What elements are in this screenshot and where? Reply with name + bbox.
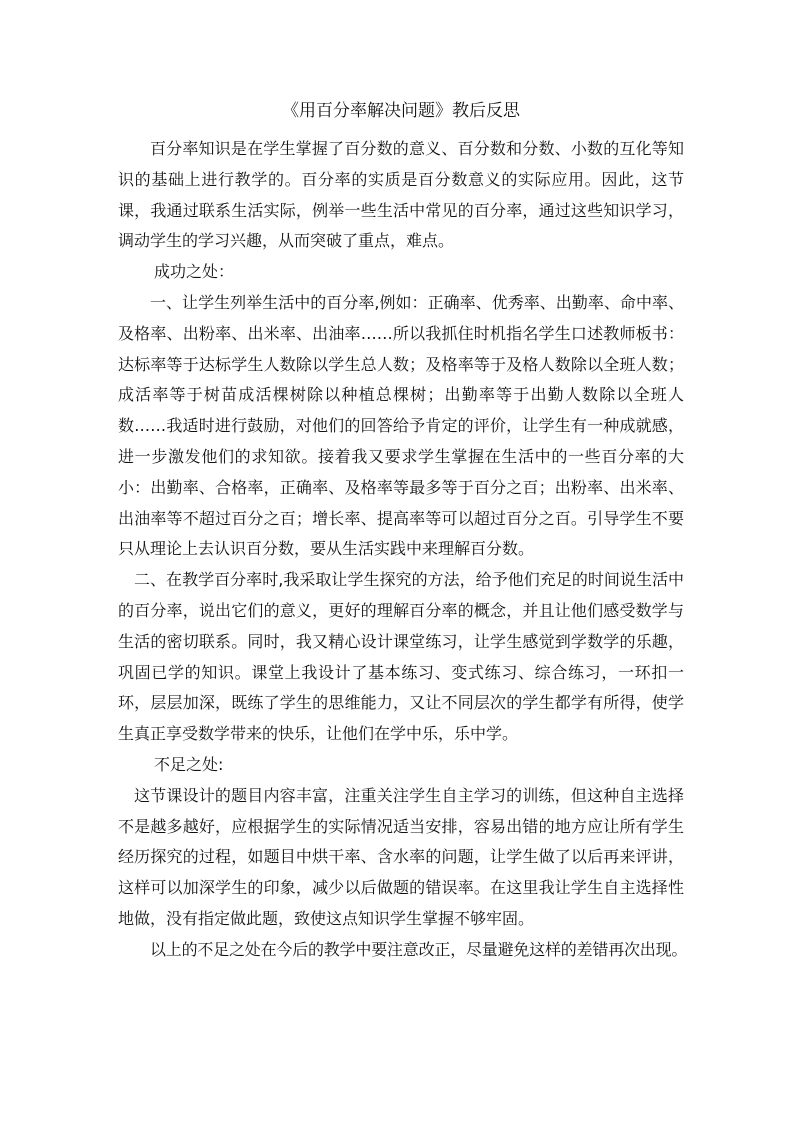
document-page [118, 96, 688, 966]
shortcoming-paragraph: 这节课设计的题目内容丰富，注重关注学生自主学习的训练，但这种自主选择不是越多越好，应根据学生的实际情况适当安排，容易出错的地方应让所有学生经历探究的过程，如题目中烘干率、含水率的问题，让学生做了以后再来评讲，这样可以加深学生的印象，减少以后做题的错误率。在这里我让学生自主选择性地做，没有指定做此题，致使这点知识学生掌握不够牢固。 [118, 785, 684, 928]
intro-paragraph: 百分率知识是在学生掌握了百分数的意义、百分数和分数、小数的互化等知识的基础上进行教学的。百分率的实质是百分数意义的实际应用。因此，这节课，我通过联系生活实际，例举一些生活中常见的百分率，通过这些知识学习，调动学生的学习兴趣，从而突破了重点，难点。 [118, 139, 684, 251]
document-title: 《用百分率解决问题》教后反思 [282, 101, 520, 121]
shortcoming-heading: 不足之处: [154, 754, 224, 774]
success-heading: 成功之处： [154, 262, 235, 282]
conclusion-paragraph: 以上的不足之处在今后的教学中要注意改正，尽量避免这样的差错再次出现。 [150, 939, 688, 959]
point-one-paragraph: 一、让学生列举生活中的百分率,例如：正确率、优秀率、出勤率、命中率、及格率、出粉率、出米率、出油率……所以我抓住时机指名学生口述教师板书：达标率等于达标学生人数除以学生总人数；及格率等于及格人数除以全班人数；成活率等于树苗成活棵树除以种植总棵树；出勤率等于出勤人数除以全班人数……我适时进行鼓励，对他们的回答给予肯定的评价，让学生有一种成就感，进一步激发他们的求知欲。接着我又要求学生掌握在生活中的一些百分率的大小：出勤率、合格率，正确率、及格率等最多等于百分之百；出粉率、出米率、出油率等不超过百分之百；增长率、提高率等可以超过百分之百。引导学生不要只从理论上去认识百分数，要从生活实践中来理解百分数。 [118, 292, 684, 559]
point-two-paragraph: 二、在教学百分率时,我采取让学生探究的方法，给予他们充足的时间说生活中的百分率，说出它们的意义，更好的理解百分率的概念，并且让他们感受数学与生活的密切联系。同时，我又精心设计课堂练习，让学生感觉到学数学的乐趣，巩固已学的知识。课堂上我设计了基本练习、变式练习、综合练习，一环扣一环，层层加深，既练了学生的思维能力，又让不同层次的学生都学有所得，使学生真正享受数学带来的快乐，让他们在学中乐，乐中学。 [118, 570, 684, 744]
